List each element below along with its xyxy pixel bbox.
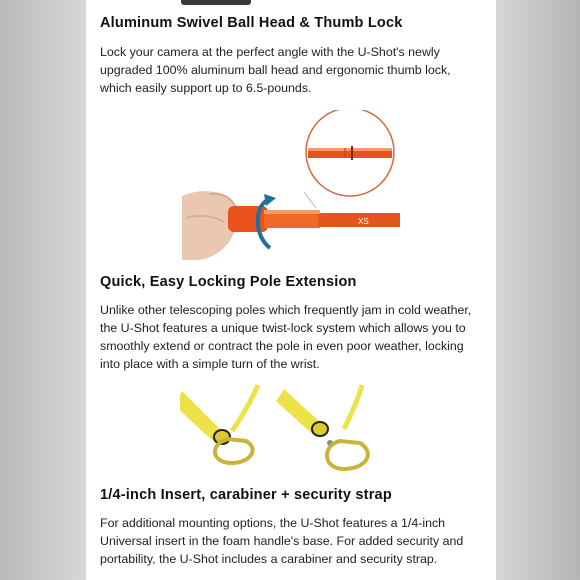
foam-handle-carabiner-image bbox=[180, 383, 402, 478]
section-body-ball-head: Lock your camera at the perfect angle with the U-Shot's newly upgraded 100% aluminum ball head and ergonomic thumb lock, which easily support up to 6.5-pounds. bbox=[100, 45, 451, 95]
product-description-panel bbox=[86, 0, 496, 580]
section-body-pole-extension: Unlike other telescoping poles which frequently jam in cold weather, the U-Shot features a unique twist-lock system which allows you to smoothly extend or contract the pole in even poor weather, locking into place with a simple turn of the wrist. bbox=[100, 303, 472, 371]
section-heading-insert-carabiner: 1/4-inch Insert, carabiner + security strap bbox=[100, 487, 392, 503]
section-heading-ball-head: Aluminum Swivel Ball Head & Thumb Lock bbox=[100, 15, 403, 31]
section-heading-pole-extension: Quick, Easy Locking Pole Extension bbox=[100, 274, 357, 290]
background-right bbox=[496, 0, 580, 580]
background-left bbox=[0, 0, 86, 580]
pole-label: XS bbox=[358, 217, 369, 226]
previous-image-edge bbox=[181, 0, 251, 5]
section-body-insert-carabiner: For additional mounting options, the U-Shot features a 1/4-inch Universal insert in the foam handle's base. For added security and portability, the U-Shot includes a carabiner and security strap. bbox=[100, 516, 464, 566]
pole-twist-lock-image bbox=[180, 110, 402, 262]
